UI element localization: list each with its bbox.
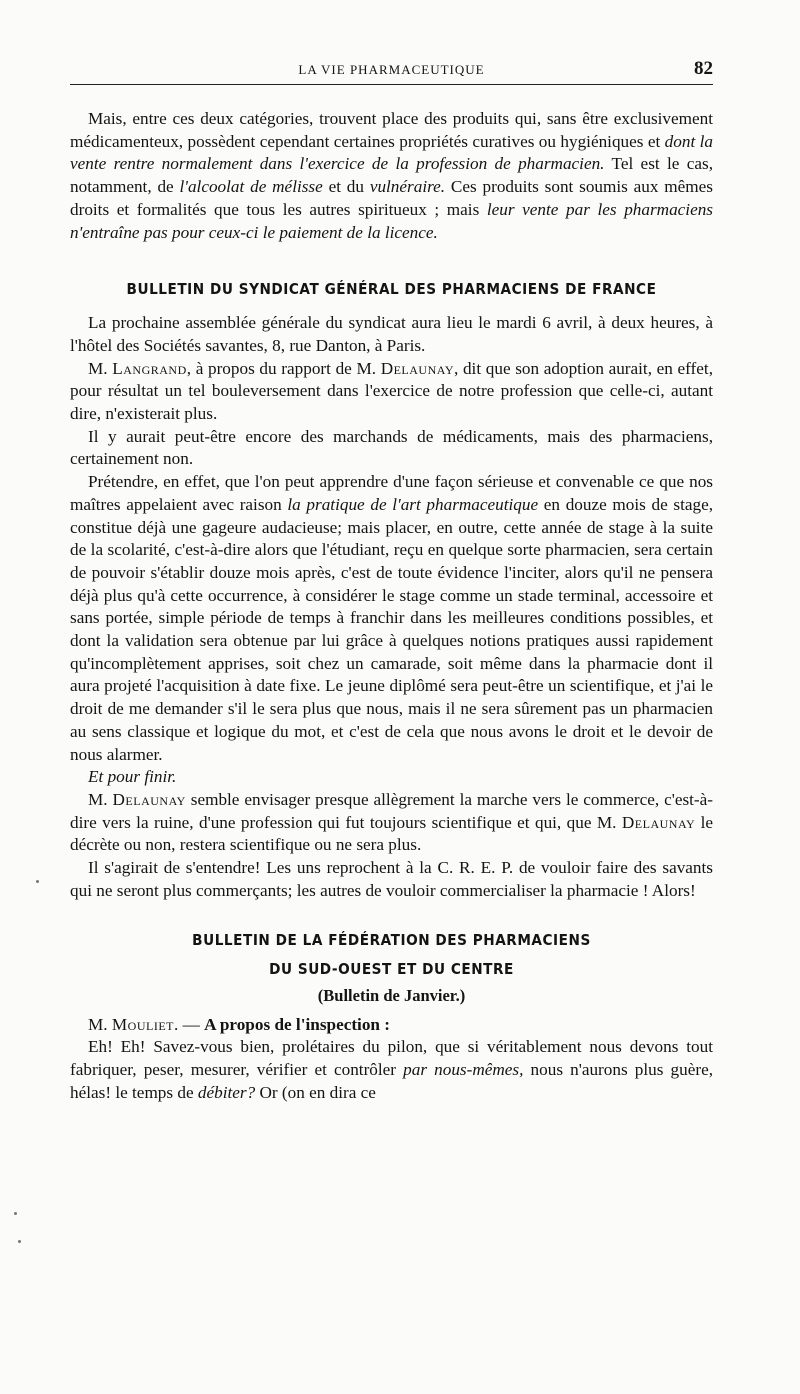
person-name: Mouliet: [111, 1014, 174, 1034]
person-name: Langrand: [112, 358, 187, 378]
paragraph-pilon: Eh! Eh! Savez-vous bien, prolétaires du pilon, que si véritablement nous devons tout fabriquer, peser, mesurer, vérifier et contrôler par nous-mêmes, nous n'aurons plus guère, hélas! le temps de débiter? Or (on en dira ce: [70, 1037, 713, 1102]
page-number: 82: [694, 58, 713, 79]
paragraph-assemblee: La prochaine assemblée générale du syndicat aura lieu le mardi 6 avril, à deux heures, à l'hôtel des Sociétés savantes, 8, rue Danton, à Paris.: [70, 313, 713, 355]
margin-speck: [36, 880, 39, 883]
paragraph-spirits: Mais, entre ces deux catégories, trouvent place des produits qui, sans être exclusivement médicamenteux, possèdent cependant certaines propriétés curatives ou hygiéniques et dont la vente rentre normalement dans l'exercice de la profession de pharmacien. Tel est le cas, notamment, de l'alcoolat de mélisse et du vulnéraire. Ces produits sont soumis aux mêmes droits et formalités que tous les autres spiritueux ; mais leur vente par les pharmaciens n'entraîne pas pour ceux-ci le paiement de la licence.: [70, 109, 713, 242]
paragraph-langrand: M. Langrand, à propos du rapport de M. Delaunay, dit que son adoption aurait, en effet, pour résultat un tel bouleversement dans l'exercice de notre profession que celle-ci, autant dire, n'existerait plus.: [70, 358, 713, 424]
section-subtitle: (Bulletin de Janvier.): [317, 985, 466, 1005]
running-title: LA VIE PHARMACEUTIQUE: [298, 62, 485, 77]
paragraph-crep: Il s'agirait de s'entendre! Les uns reprochent à la C. R. E. P. de vouloir faire des savants qui ne seront plus commerçants; les autres de vouloir commercialiser la pharmacie ! Alors!: [70, 858, 713, 900]
running-header: [70, 58, 713, 85]
margin-speck: [18, 1240, 21, 1243]
paragraph-mouliet: M. Mouliet. — A propos de l'inspection :: [88, 1014, 390, 1034]
body-text: [70, 108, 713, 1104]
paragraph-stage: Prétendre, en effet, que l'on peut apprendre d'une façon sérieuse et convenable ce que nos maîtres appelaient avec raison la pratique de l'art pharmaceutique en douze mois de stage, constitue déjà une gageure audacieuse; mais placer, en outre, cette année de stage à la suite de la scolarité, c'est-à-dire alors que l'étudiant, reçu en quelque sorte pharmacien, sera certain de pouvoir s'établir douze mois après, c'est de toute évidence l'inciter, alors qu'il ne pensera déjà plus qu'à cette occurrence, à considérer le stage comme un stade terminal, accessoire et sans portée, simple période de temps à franchir dans les meilleures conditions possibles, et dont la validation sera obtenue par lui grâce à quelques notions pratiques aussi rapidement qu'incomplètement apprises, soit chez un camarade, soit même dans la pharmacie dont il aura projeté l'acquisition à date fixe. Le jeune diplômé sera peut-être un scientifique, et j'ai le droit de me demander s'il le sera plus que nous, mais il ne sera sûrement pas un pharmacien au sens classique et logique du mot, et c'est de cela que nous avons le droit et le devoir de nous alarmer.: [70, 472, 714, 764]
paragraph-pour-finir: Et pour finir.: [88, 767, 177, 787]
section-title-syndicat: BULLETIN DU SYNDICAT GÉNÉRAL DES PHARMACIENS DE FRANCE: [126, 280, 657, 299]
person-name: Delaunay: [112, 789, 186, 809]
margin-speck: [14, 1212, 17, 1215]
paragraph-marchands: Il y aurait peut-être encore des marchands de médicaments, mais des pharmaciens, certainement non.: [70, 426, 713, 469]
person-name: Delaunay: [380, 358, 454, 378]
section-title-federation-line1: BULLETIN DE LA FÉDÉRATION DES PHARMACIENS: [192, 930, 591, 949]
paragraph-delaunay: M. Delaunay semble envisager presque allègrement la marche vers le commerce, c'est-à-dire vers la ruine, d'une profession qui fut toujours scientifique et qui, que M. Delaunay le décrète ou non, restera scientifique ou ne sera plus.: [70, 789, 714, 855]
person-name: Delaunay: [621, 812, 696, 832]
section-title-federation-line2: DU SUD-OUEST ET DU CENTRE: [269, 959, 514, 978]
